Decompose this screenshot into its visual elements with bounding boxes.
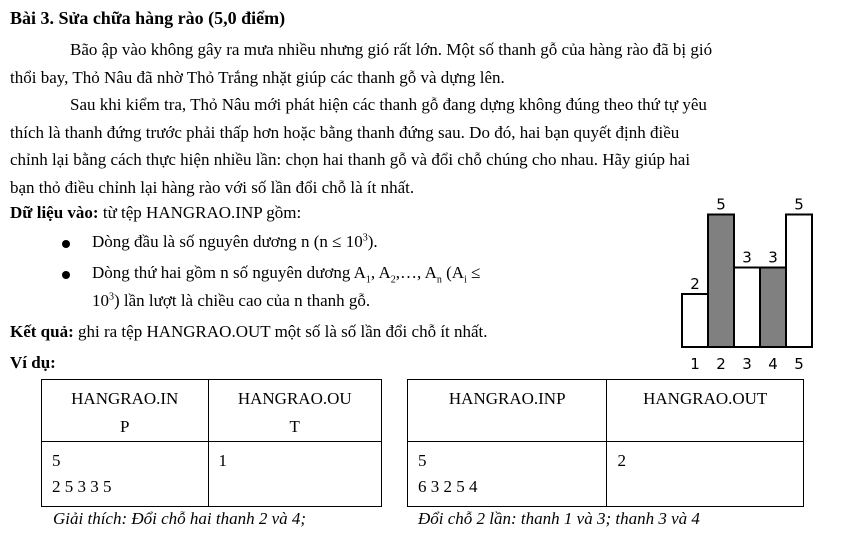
example-2-input-header: HANGRAO.INP [408, 380, 607, 442]
problem-title: Bài 3. Sửa chữa hàng rào (5,0 điểm) [10, 8, 286, 28]
output-section-heading [10, 322, 488, 342]
example-2-output-cell [607, 442, 804, 507]
paragraph-2-line-3: chỉnh lại bằng cách thực hiện nhiều lần: chọn hai thanh gỗ và đổi chỗ chúng cho nhau. Hãy giúp hai [10, 150, 691, 169]
example-2-explanation: Đổi chỗ 2 lần: thanh 1 và 3; thanh 3 và 4 [418, 509, 700, 528]
bullet-2-text: Dòng thứ hai gồm n số nguyên dương $A_1$, $A_2,\dots$, $A_n$ ($A_i$ ≤ [92, 263, 481, 286]
example-1-output-header: HANGRAO.OU T [208, 380, 382, 442]
paragraph-1-line-1: Bão ập vào không gây ra mưa nhiều nhưng gió rất lớn. Một số thanh gỗ của hàng rào đã bị gió [70, 40, 713, 59]
example-1-input-line-2: 2 5 3 3 5 [52, 477, 112, 496]
example-1-input-line-1: 5 [52, 451, 61, 470]
example-table-1 [41, 379, 382, 507]
fence-bar-index-5: 5 [794, 355, 804, 373]
example-table-2 [407, 379, 804, 507]
input-section-heading [10, 203, 301, 223]
fence-bar-value-4: 3 [768, 248, 778, 267]
fence-bar-index-4: 4 [768, 355, 778, 373]
output-label: Kết quả: [10, 322, 74, 341]
example-2-input-line-2: 6 3 2 5 4 [418, 477, 478, 496]
fence-bar-chart [672, 186, 822, 376]
example-1-output-value: 1 [218, 451, 227, 470]
fence-bar-2 [708, 215, 734, 348]
paragraph-2 [10, 91, 836, 201]
example-1-explanation: Giải thích: Đổi chỗ hai thanh 2 và 4; [53, 509, 307, 528]
fence-bar-value-5: 5 [794, 195, 804, 214]
input-label: Dữ liệu vào: [10, 203, 99, 222]
example-2-output-header: HANGRAO.OUT [607, 380, 804, 442]
fence-bar-index-1: 1 [690, 355, 700, 373]
paragraph-2-line-2: thích là thanh đứng trước phải thấp hơn hoặc bằng thanh đứng sau. Do đó, hai bạn quyết định điều [10, 122, 680, 142]
fence-bar-4 [760, 268, 786, 348]
bullet-1-text: Dòng đầu là số nguyên dương n $(n \le 10^3)$. [92, 232, 378, 251]
bullet-dot-2 [62, 271, 70, 279]
fence-bar-value-1: 2 [690, 275, 700, 293]
paragraph-2-line-1: Sau khi kiểm tra, Thỏ Nâu mới phát hiện các thanh gỗ đang dựng không đúng theo thứ tự yêu [70, 95, 707, 114]
example-1-input-cell [42, 442, 209, 507]
fence-bar-3 [734, 268, 760, 348]
example-2-output-value: 2 [617, 451, 626, 470]
example-2-input-line-1: 5 [418, 451, 427, 470]
fence-bar-5 [786, 215, 812, 348]
input-text: từ tệp HANGRAO.INP gồm: [98, 203, 302, 222]
bullet-2-text-line-2: $10^3$) lần lượt là chiều cao của n thanh gỗ. [92, 291, 371, 310]
paragraph-2-line-4: bạn thỏ điều chỉnh lại hàng rào với số lần đổi chỗ là ít nhất. [10, 177, 415, 197]
fence-bar-1 [682, 294, 708, 347]
example-1-output-cell [208, 442, 382, 507]
fence-bar-value-2: 5 [716, 195, 726, 214]
example-2-input-cell [408, 442, 607, 507]
example-1-input-header: HANGRAO.IN P [42, 380, 209, 442]
paragraph-1 [10, 36, 836, 91]
output-text: ghi ra tệp HANGRAO.OUT một số là số lần đổi chỗ ít nhất. [73, 322, 488, 341]
fence-bar-index-3: 3 [742, 355, 752, 373]
fence-bar-value-3: 3 [742, 248, 752, 267]
paragraph-1-line-2: thổi bay, Thỏ Nâu đã nhờ Thỏ Trắng nhặt giúp các thanh gỗ và dựng lên. [10, 67, 505, 87]
example-label: Ví dụ: [10, 353, 56, 372]
bullet-dot-1 [62, 240, 70, 248]
fence-bar-index-2: 2 [716, 355, 726, 373]
